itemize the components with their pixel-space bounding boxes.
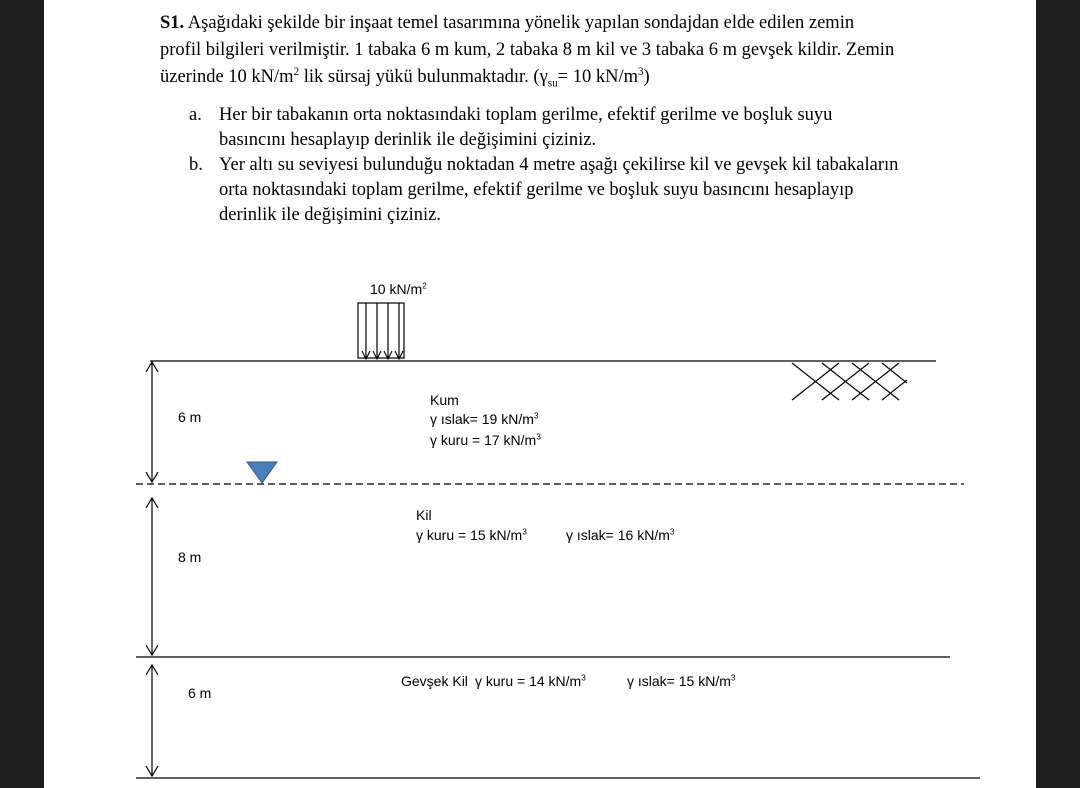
layer-1-name: Kum bbox=[430, 392, 459, 408]
q3d: ) bbox=[643, 67, 650, 87]
item-marker-a: a. bbox=[189, 105, 202, 125]
question-id: S1. bbox=[160, 13, 185, 33]
layer-3-thickness: 6 m bbox=[188, 685, 212, 701]
q3c: = 10 kN/m bbox=[557, 67, 638, 87]
soil-hatch-icon bbox=[792, 363, 907, 400]
document-page bbox=[44, 0, 1036, 788]
layer-2-name: Kil bbox=[416, 507, 432, 523]
q3a: üzerinde 10 kN/m bbox=[160, 67, 294, 87]
item-b-line-2: orta noktasındaki toplam gerilme, efektif gerilme ve boşluk suyu basıncını hesaplayıp bbox=[219, 180, 854, 200]
layer-2-thickness: 8 m bbox=[178, 549, 202, 565]
q3-exp: 2 bbox=[293, 65, 300, 78]
layer-3-name: Gevşek Kil bbox=[401, 673, 468, 689]
layer-1-thickness: 6 m bbox=[178, 409, 202, 425]
item-a-line-2: basıncını hesaplayıp derinlik ile değişimini çiziniz. bbox=[219, 130, 597, 150]
q3b: lik sürsaj yükü bulunmaktadır. (γ bbox=[299, 67, 548, 87]
layer-3-prop-1: γ kuru = 14 $kN/m^3$ bbox=[475, 672, 586, 689]
layer-3-prop-2: γ ıslak= 15 $kN/m^3$ bbox=[627, 672, 736, 689]
layer-1-prop-2: γ kuru = 17 $kN/m^3$ bbox=[430, 431, 541, 448]
layer-2-prop-1: γ kuru = 15 $kN/m^3$ bbox=[416, 526, 527, 543]
q3-sub: su bbox=[547, 77, 558, 90]
item-a-line-1: Her bir tabakanın orta noktasındaki toplam gerilme, efektif gerilme ve boşluk suyu bbox=[219, 105, 833, 125]
surcharge-load-icon bbox=[358, 303, 404, 359]
item-b-line-3: derinlik ile değişimini çiziniz. bbox=[219, 205, 441, 225]
layer-1-prop-1: γ ıslak= 19 $kN/m^3$ bbox=[430, 410, 539, 427]
question-text-1: Aşağıdaki şekilde bir inşaat temel tasarımına yönelik yapılan sondajdan elde edilen zemin bbox=[187, 13, 855, 33]
q3-exp2: 3 bbox=[637, 65, 644, 78]
item-b-line-1: Yer altı su seviyesi bulunduğu noktadan 4 metre aşağı çekilirse kil ve gevşek kil tabakaların bbox=[219, 155, 899, 175]
surcharge-label: 10 $kN/m^2$ bbox=[370, 280, 427, 297]
question-line-2: profil bilgileri verilmiştir. 1 tabaka 6 m kum, 2 tabaka 8 m kil ve 3 tabaka 6 m gevşek kildir. Zemin bbox=[160, 40, 895, 60]
soil-profile-figure bbox=[44, 0, 1036, 788]
water-table-icon bbox=[247, 462, 277, 483]
item-marker-b: b. bbox=[189, 155, 203, 175]
layer-2-prop-2: γ ıslak= 16 $kN/m^3$ bbox=[566, 526, 675, 543]
